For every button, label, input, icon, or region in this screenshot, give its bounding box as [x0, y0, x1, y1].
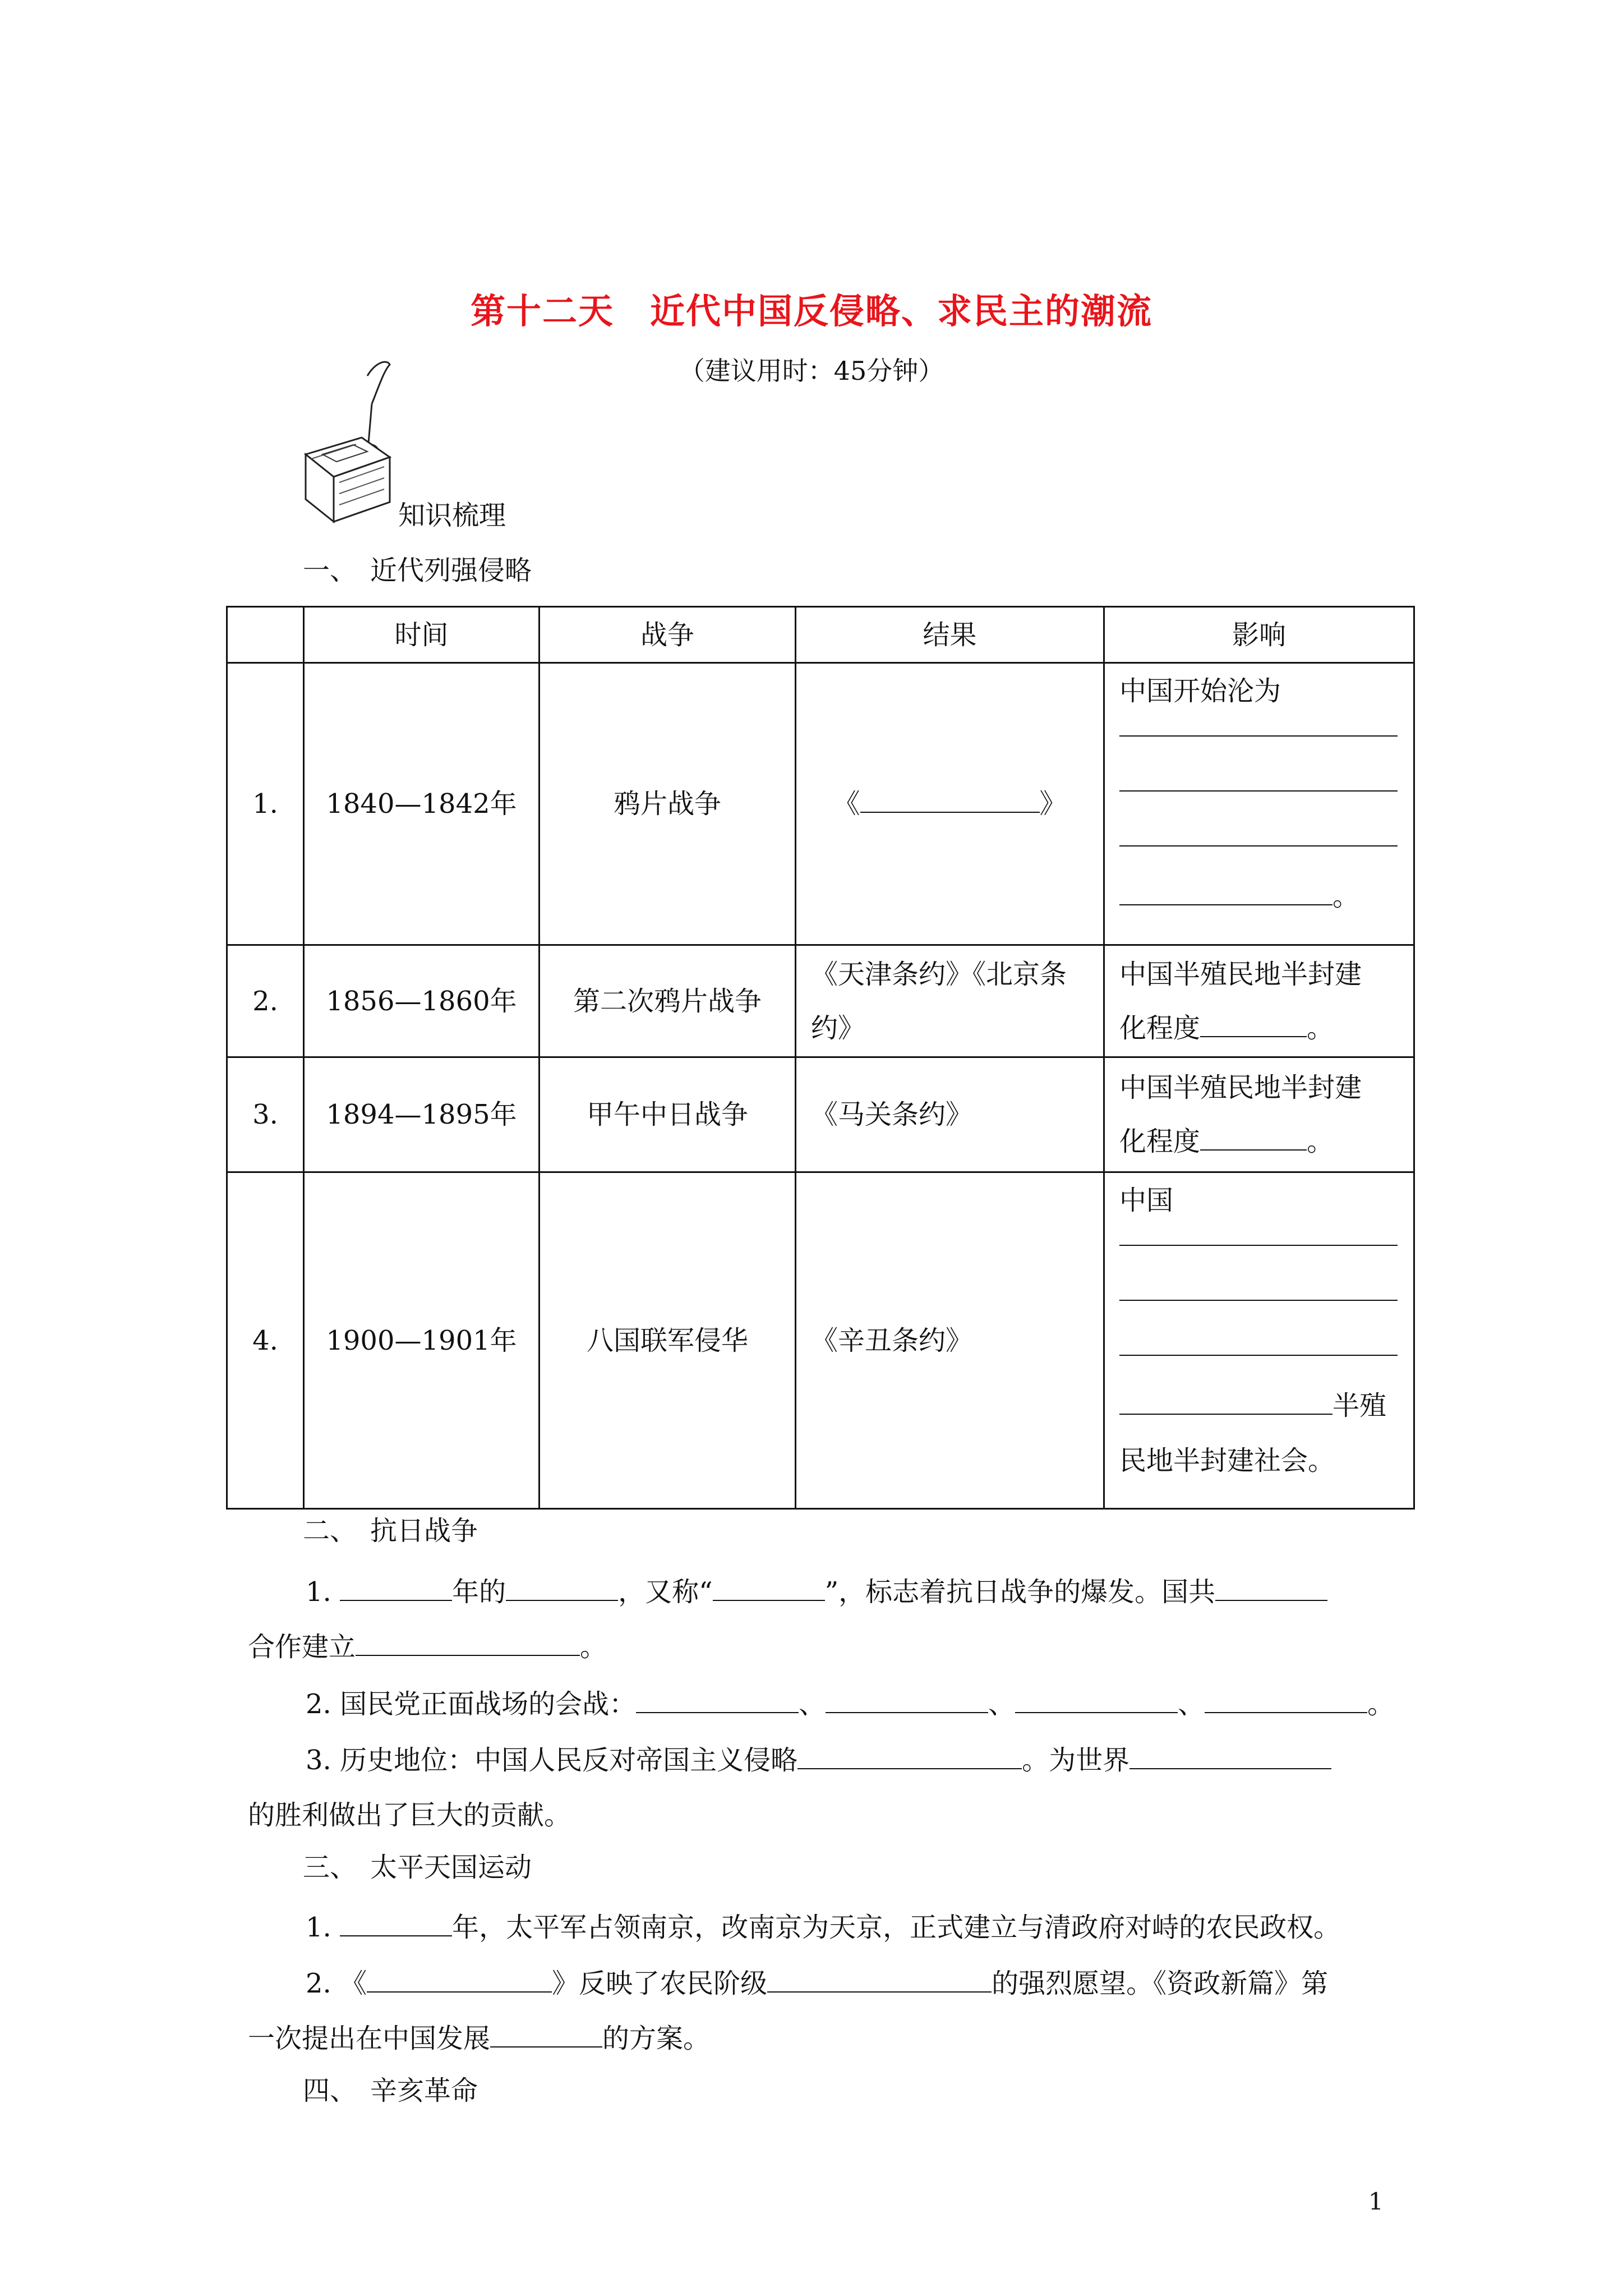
table-header-cell: 时间: [304, 607, 540, 663]
row-war: 甲午中日战争: [540, 1057, 796, 1172]
table-row: [227, 1057, 1414, 1172]
row-war: 八国联军侵华: [540, 1172, 796, 1509]
item-text: 。: [580, 1631, 607, 1663]
item-text: 《: [340, 1968, 367, 1999]
fill-blank[interactable]: [860, 788, 1040, 813]
item-text: ”，标志着抗日战争的爆发。国共: [824, 1576, 1216, 1608]
item-text: 年的: [452, 1576, 506, 1608]
result-line: 约》: [811, 1012, 865, 1044]
war-item-1: [306, 1565, 1455, 1619]
item-text: 年，太平军占领南京，改南京为天京，正式建立与清政府对峙的农民政权。: [452, 1912, 1341, 1943]
item-text: 的强烈愿望。《资政新篇》第: [992, 1968, 1329, 1999]
fill-blank[interactable]: [1119, 719, 1398, 737]
table-row: [227, 663, 1414, 945]
fill-blank[interactable]: [1119, 880, 1332, 905]
table-header-cell: 战争: [540, 607, 796, 663]
item-text: 。: [1367, 1688, 1395, 1720]
table-header-cell: 结果: [796, 607, 1104, 663]
row-effect: [1104, 945, 1414, 1057]
row-effect: [1104, 663, 1414, 945]
effect-line: 中国半殖民地半封建: [1119, 1072, 1362, 1103]
fill-blank[interactable]: [767, 1967, 992, 1993]
fill-blank[interactable]: [1215, 1576, 1327, 1601]
row-result: [796, 945, 1104, 1057]
item-text: 一次提出在中国发展: [248, 2023, 491, 2054]
item-text: ，又称“: [618, 1576, 713, 1608]
effect-last: 民地半封建社会。: [1119, 1445, 1335, 1476]
item-number: 3.: [306, 1745, 331, 1776]
item-text: 合作建立: [248, 1631, 356, 1663]
effect-text: 中国开始沦为: [1119, 675, 1281, 707]
taiping-item-1: [306, 1901, 1455, 1954]
row-war: 鸦片战争: [540, 663, 796, 945]
item-number: 2.: [306, 1968, 331, 1999]
fill-blank[interactable]: [1200, 1011, 1307, 1037]
item-number: 1.: [306, 1912, 331, 1943]
fill-blank[interactable]: [1119, 1283, 1398, 1301]
separator: 、: [1178, 1688, 1205, 1720]
effect-end: 。: [1307, 1126, 1334, 1157]
effect-end: 。: [1307, 1012, 1334, 1044]
war-item-3-cont: 的胜利做出了巨大的贡献。: [248, 1800, 571, 1831]
section-header: 知识梳理: [398, 500, 506, 531]
row-number: 3.: [227, 1057, 304, 1172]
result-line: 《天津条约》《北京条: [811, 958, 1067, 990]
row-result: 《辛丑条约》: [796, 1172, 1104, 1509]
row-result: 《马关条约》: [796, 1057, 1104, 1172]
fill-blank[interactable]: [356, 1631, 580, 1656]
fill-blank[interactable]: [340, 1576, 452, 1601]
war-item-3: [306, 1733, 1455, 1787]
fill-blank[interactable]: [797, 1744, 1022, 1769]
row-time: 1900—1901年: [304, 1172, 540, 1509]
table-header-cell: [227, 607, 304, 663]
section-3-heading: 三、 太平天国运动: [303, 1852, 532, 1883]
fill-blank[interactable]: [1119, 829, 1398, 846]
fill-blank[interactable]: [636, 1688, 799, 1713]
fill-blank[interactable]: [1015, 1688, 1178, 1713]
invasion-table: [226, 606, 1415, 1510]
item-number: 1.: [306, 1576, 331, 1608]
row-result: [796, 663, 1104, 945]
effect-tail: 半殖: [1332, 1390, 1387, 1421]
row-time: 1856—1860年: [304, 945, 540, 1057]
fill-blank[interactable]: [713, 1576, 825, 1601]
effect-text: 中国: [1119, 1185, 1174, 1216]
row-number: 2.: [227, 945, 304, 1057]
row-effect: [1104, 1057, 1414, 1172]
fill-blank[interactable]: [1119, 1228, 1398, 1246]
table-header-row: [227, 607, 1414, 663]
item-text: 》反映了农民阶级: [552, 1968, 768, 1999]
war-item-1-cont: [248, 1620, 607, 1674]
separator: 、: [988, 1688, 1016, 1720]
suggested-time: （建议用时：45分钟）: [679, 356, 944, 386]
item-text: 的方案。: [602, 2023, 711, 2054]
separator: 、: [799, 1688, 826, 1720]
fill-blank[interactable]: [1205, 1688, 1367, 1713]
item-text: 历史地位：中国人民反对帝国主义侵略: [340, 1745, 798, 1776]
row-war: 第二次鸦片战争: [540, 945, 796, 1057]
effect-line: 化程度: [1119, 1012, 1201, 1044]
table-row: [227, 945, 1414, 1057]
page-number: 1: [1368, 2188, 1384, 2215]
item-text: 。为世界: [1022, 1745, 1130, 1776]
row-effect: [1104, 1172, 1414, 1509]
section-4-heading: 四、 辛亥革命: [303, 2075, 478, 2106]
fill-blank[interactable]: [506, 1576, 618, 1601]
fill-blank[interactable]: [340, 1911, 452, 1936]
fill-blank[interactable]: [826, 1688, 988, 1713]
effect-end: 。: [1332, 881, 1360, 912]
taiping-item-2-cont: [248, 2012, 710, 2065]
effect-line: 中国半殖民地半封建: [1119, 958, 1362, 990]
result-open-quote: 《: [833, 788, 860, 820]
section-1-heading: 一、 近代列强侵略: [303, 555, 532, 586]
fill-blank[interactable]: [1119, 774, 1398, 792]
page-title: 第十二天 近代中国反侵略、求民主的潮流: [470, 291, 1152, 332]
war-item-2: [306, 1677, 1455, 1731]
row-number: 4.: [227, 1172, 304, 1509]
item-text: 国民党正面战场的会战：: [340, 1688, 637, 1720]
book-quill-icon: [300, 359, 395, 527]
row-time: 1840—1842年: [304, 663, 540, 945]
table-header-cell: 影响: [1104, 607, 1414, 663]
row-number: 1.: [227, 663, 304, 945]
fill-blank[interactable]: [1129, 1744, 1331, 1769]
item-number: 2.: [306, 1688, 331, 1720]
taiping-item-2: [306, 1957, 1455, 2010]
effect-line: 化程度: [1119, 1126, 1201, 1157]
section-2-heading: 二、 抗日战争: [303, 1515, 478, 1547]
row-time: 1894—1895年: [304, 1057, 540, 1172]
result-close-quote: 》: [1039, 788, 1067, 820]
fill-blank[interactable]: [1200, 1125, 1307, 1151]
fill-blank[interactable]: [1119, 1338, 1398, 1356]
fill-blank[interactable]: [490, 2022, 602, 2047]
fill-blank[interactable]: [367, 1967, 552, 1993]
table-row: [227, 1172, 1414, 1509]
fill-blank[interactable]: [1119, 1389, 1332, 1415]
